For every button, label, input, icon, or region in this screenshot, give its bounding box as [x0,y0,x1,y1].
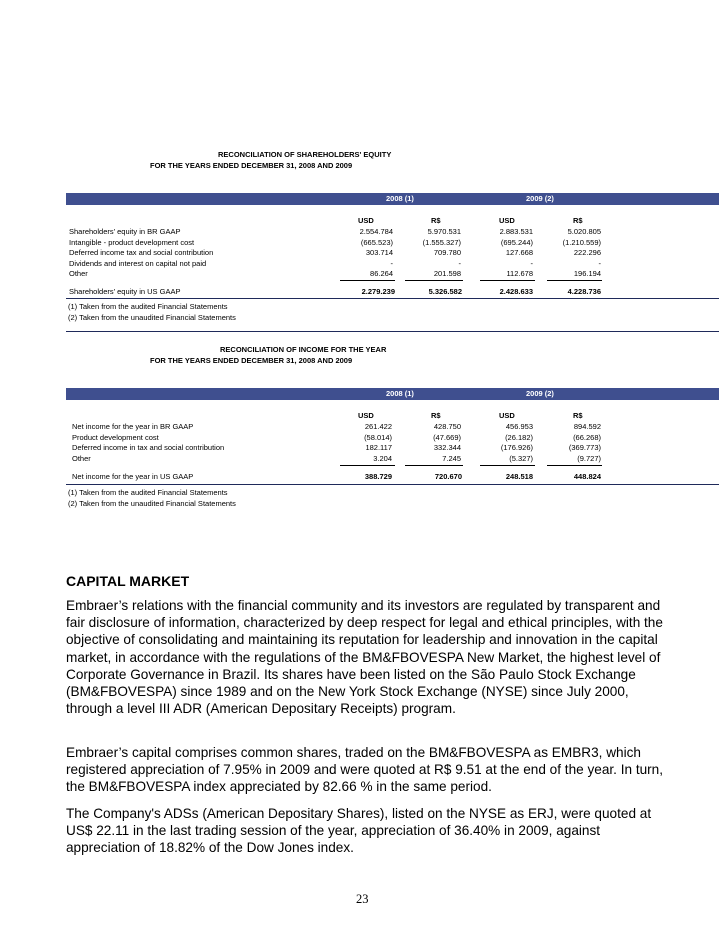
table-cell: 182.117 [365,443,392,452]
table1-end-rule [66,331,719,332]
page-number: 23 [356,892,369,906]
table-cell: (665.523) [360,237,393,247]
table2-col-usd-2008: USD [358,411,374,420]
table2-col-usd-2009: USD [499,411,515,420]
table1-col-brl-2009: R$ [573,216,583,225]
table-cell: - [598,258,601,268]
table-cell: 2.883.531 [499,227,533,236]
table-cell: (1.210.559) [562,237,601,247]
table-row-label: Product development cost [72,432,159,442]
table1-total-cell: 2.428.633 [499,287,533,296]
table-cell: 127.668 [505,248,533,257]
table-row-label: Shareholders' equity in BR GAAP [69,227,181,236]
table1-col-usd-2009: USD [499,216,515,225]
table-cell: 261.422 [364,422,392,431]
table2-total-cell: 448.824 [573,472,601,481]
table-cell: (58.014) [364,432,392,442]
table-cell: 332.344 [433,443,461,452]
table-cell: (5.327) [509,453,533,463]
table-cell: - [530,258,533,268]
table2-period-2008: 2008 (1) [386,389,414,398]
table-cell: (26.182) [505,432,533,442]
table-cell: 222.296 [573,248,601,257]
table1-period-2009: 2009 (2) [526,194,554,203]
table2-subtotal-line [405,465,463,466]
table1-total-cell: 2.279.239 [361,287,395,296]
table1-note-2: (2) Taken from the unaudited Financial Statements [68,313,236,322]
table-cell: 112.678 [506,269,533,278]
table-cell: (1.555.327) [422,237,461,247]
table-cell: 709.780 [433,248,461,257]
table-row-label: Deferred income tax and social contribution [69,248,214,257]
table-cell: (369.773) [568,443,601,452]
table-cell: (47.669) [433,432,461,442]
table1-title-line2: FOR THE YEARS ENDED DECEMBER 31, 2008 AND 2009 [150,161,353,170]
table-cell: - [390,258,393,268]
table1-note-1: (1) Taken from the audited Financial Statements [68,302,228,311]
table-cell: - [458,258,461,268]
table1-header-band [66,193,719,205]
table1-total-label: Shareholders' equity in US GAAP [69,287,181,296]
table1-subtotal-line [547,280,602,281]
table-cell: 894.592 [573,422,601,431]
table-row-label: Other [72,453,91,463]
section-heading: CAPITAL MARKET [66,573,190,589]
table2-title-line2: FOR THE YEARS ENDED DECEMBER 31, 2008 AND 2009 [150,356,353,365]
table2-total-cell: 388.729 [364,472,392,481]
paragraph-adss: The Company's ADSs (American Depositary Shares), listed on the NYSE as ERJ, were quoted at US$ 22.11 in the last trading session of the year, appreciation of 36.40% in 2009, against appreciation of 18.82% of the Dow Jones index. [66,806,652,856]
table1-col-usd-2008: USD [358,216,374,225]
table-cell: 428.750 [433,422,461,431]
table-cell: (9.727) [577,453,601,463]
table-cell: 86.264 [370,269,393,278]
table2-period-2009: 2009 (2) [526,389,554,398]
table-cell: 3.204 [373,453,392,463]
table1-period-2008: 2008 (1) [386,194,414,203]
table1-title-line1: RECONCILIATION OF SHAREHOLDERS' EQUITY [218,150,392,159]
table1-total-cell: 4.228.736 [567,287,601,296]
table2-bottom-rule [66,484,719,485]
table-row-label: Intangible - product development cost [69,237,195,247]
table1-subtotal-line [480,280,535,281]
table-cell: 5.020.805 [567,227,601,236]
paragraph-capital: Embraer’s capital comprises common shares, traded on the BM&FBOVESPA as EMBR3, which registered appreciation of 7.95% in 2009 and were quoted at R$ 9.51 at the end of the year. In turn, the BM&FBOVESPA index appreciated by 82.66 % in the same period. [66,745,664,795]
table-cell: 5.970.531 [427,227,461,236]
table2-col-brl-2008: R$ [431,411,441,420]
table2-col-brl-2009: R$ [573,411,583,420]
table1-subtotal-line [340,280,395,281]
table2-total-label: Net income for the year in US GAAP [72,472,194,481]
table1-subtotal-line [405,280,463,281]
table2-subtotal-line [547,465,602,466]
table-cell: (695.244) [500,237,533,247]
table1-col-brl-2008: R$ [431,216,441,225]
paragraph-relations: Embraer’s relations with the financial community and its investors are regulated by transparent and fair disclosure of information, characterized by deep respect for legal and ethical principles, with the objective of consolidating and maintaining its reputation for leadership and innovation in the capital market, in accordance with the regulations of the BM&FBOVESPA New Market, the highest level of Corporate Governance in Brazil. Its shares have been listed on the São Paulo Stock Exchange (BM&FBOVESPA) since 1989 and on the New York Stock Exchange (NYSE) since July 2000, through a level III ADR (American Depositary Receipts) program. [66,598,663,717]
table2-subtotal-line [480,465,535,466]
table-row-label: Net income for the year in BR GAAP [72,422,194,431]
table2-subtotal-line [340,465,395,466]
table-cell: 196.194 [573,269,601,278]
table-row-label: Dividends and interest on capital not paid [69,258,207,268]
table2-note-2: (2) Taken from the unaudited Financial Statements [68,499,236,508]
table-row-label: Deferred income in tax and social contribution [72,443,225,452]
table1-bottom-rule [66,298,719,299]
table-cell: (176.926) [500,443,533,452]
table2-note-1: (1) Taken from the audited Financial Statements [68,488,228,497]
table-cell: 303.714 [365,248,393,257]
table-cell: 456.953 [505,422,533,431]
table2-title-line1: RECONCILIATION OF INCOME FOR THE YEAR [220,345,387,354]
table2-total-cell: 248.518 [505,472,533,481]
table-cell: 201.598 [433,269,461,278]
table2-header-band [66,388,719,400]
table-cell: 7.245 [442,453,461,463]
table2-total-cell: 720.670 [434,472,462,481]
table1-total-cell: 5.326.582 [428,287,462,296]
table-cell: 2.554.784 [359,227,393,236]
table-cell: (66.268) [573,432,601,442]
table-row-label: Other [69,269,88,278]
